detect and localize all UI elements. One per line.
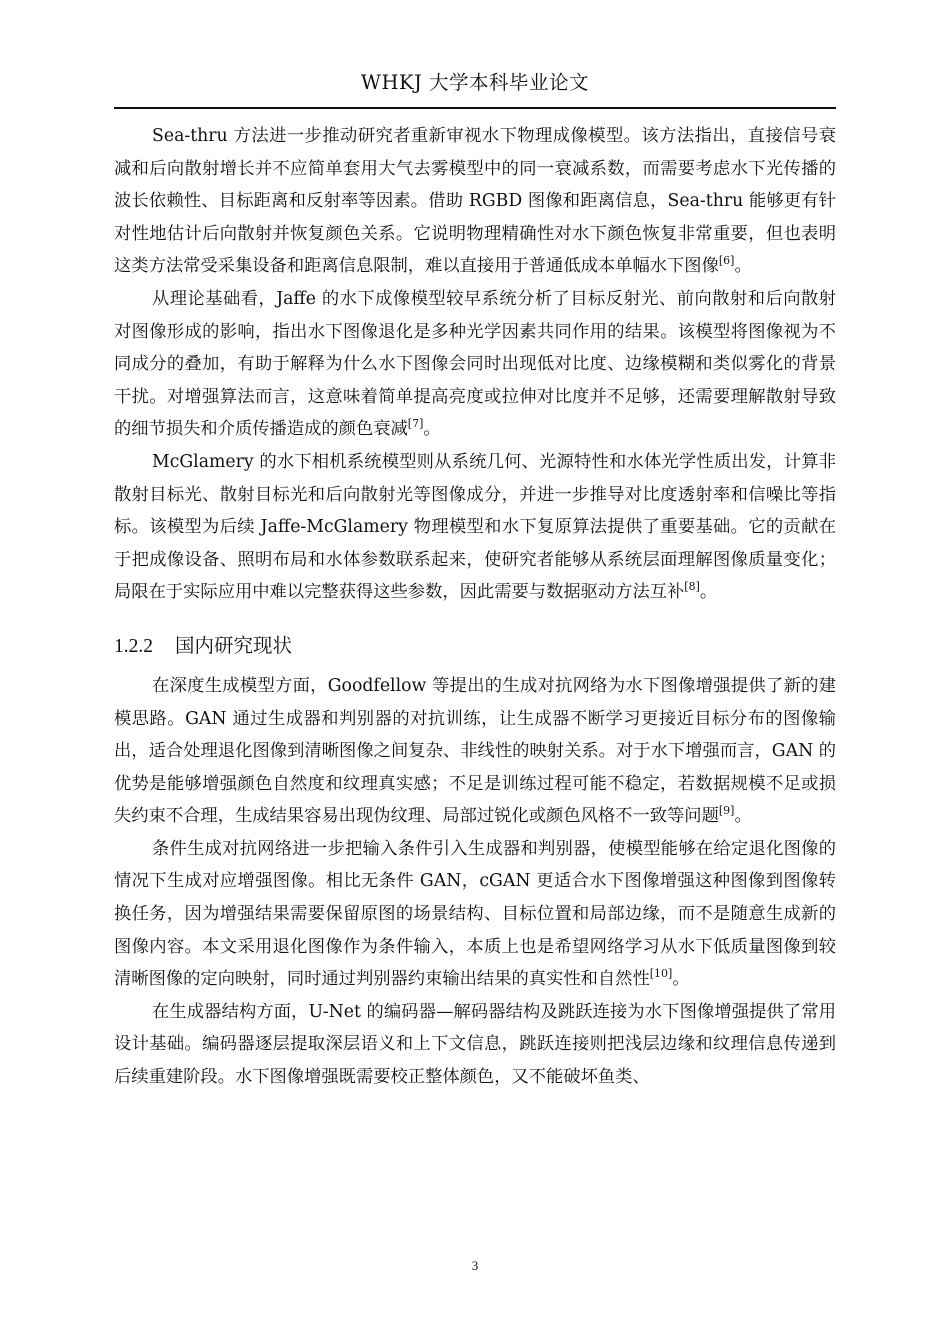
paragraph: McGlamery 的水下相机系统模型则从系统几何、光源特性和水体光学性质出发，计算非散射目标光、散射目标光和后向散射光等图像成分，并进一步推导对比度透射率和信噪比等指标。该模型为后续 Jaffe-McGlamery 物理模型和水下复原算法提供了重要基础。它的贡献在于把成像设备、照明布局和水体参数联系起来，使研究者能够从系统层面理解图像质量变化；局限在于实际应用中难以完整获得这些参数，因此需要与数据驱动方法互补[8]。 <box>114 451 836 603</box>
paragraph: 在生成器结构方面，U-Net 的编码器—解码器结构及跳跃连接为水下图像增强提供了常用设计基础。编码器逐层提取深层语义和上下文信息，跳跃连接则把浅层边缘和纹理信息传递到后续重建阶段。水下图像增强既需要校正整体颜色，又不能破坏鱼类、 <box>114 1001 836 1088</box>
citation: [8] <box>684 580 700 594</box>
header-rule <box>114 107 836 109</box>
body-text <box>114 120 836 1094</box>
citation: [10] <box>649 967 673 981</box>
citation: [7] <box>407 417 424 431</box>
page-number: 3 <box>471 1258 479 1273</box>
paragraph: Sea-thru 方法进一步推动研究者重新审视水下物理成像模型。该方法指出，直接信号衰减和后向散射增长并不应简单套用大气去雾模型中的同一衰减系数，而需要考虑水下光传播的波长依赖性、目标距离和反射率等因素。借助 RGBD 图像和距离信息，Sea-thru 能够更有针对性地估计后向散射并恢复颜色关系。它说明物理精确性对水下颜色恢复非常重要，但也表明这类方法常受采集设备和距离信息限制，难以直接用于普通低成本单幅水下图像[6]。 <box>114 126 836 277</box>
section-heading <box>114 631 836 662</box>
section-title: 国内研究现状 <box>175 633 293 657</box>
running-header: WHKJ 大学本科毕业论文 <box>360 71 590 94</box>
citation: [6] <box>718 254 735 268</box>
paragraph: 在深度生成模型方面，Goodfellow 等提出的生成对抗网络为水下图像增强提供了新的建模思路。GAN 通过生成器和判别器的对抗训练，让生成器不断学习更接近目标分布的图像输出，适合处理退化图像到清晰图像之间复杂、非线性的映射关系。对于水下增强而言，GAN 的优势是能够增强颜色自然度和纹理真实感；不足是训练过程可能不稳定，若数据规模不足或损失约束不合理，生成结果容易出现伪纹理、局部过锐化或颜色风格不一致等问题[9]。 <box>114 675 836 827</box>
section-number: 1.2.2 <box>114 635 153 657</box>
paragraph: 从理论基础看，Jaffe 的水下成像模型较早系统分析了目标反射光、前向散射和后向散射对图像形成的影响，指出水下图像退化是多种光学因素共同作用的结果。该模型将图像视为不同成分的叠加，有助于解释为什么水下图像会同时出现低对比度、边缘模糊和类似雾化的背景干扰。对增强算法而言，这意味着简单提高亮度或拉伸对比度并不足够，还需要理解散射导致的细节损失和介质传播造成的颜色衰减[7]。 <box>114 288 836 440</box>
paragraph: 条件生成对抗网络进一步把输入条件引入生成器和判别器，使模型能够在给定退化图像的情况下生成对应增强图像。相比无条件 GAN，cGAN 更适合水下图像增强这种图像到图像转换任务，因为增强结果需要保留原图的场景结构、目标位置和局部边缘，而不是随意生成新的图像内容。本文采用退化图像作为条件输入，本质上也是希望网络学习从水下低质量图像到较清晰图像的定向映射，同时通过判别器约束输出结果的真实性和自然性[10]。 <box>114 838 836 990</box>
citation: [9] <box>718 804 735 818</box>
